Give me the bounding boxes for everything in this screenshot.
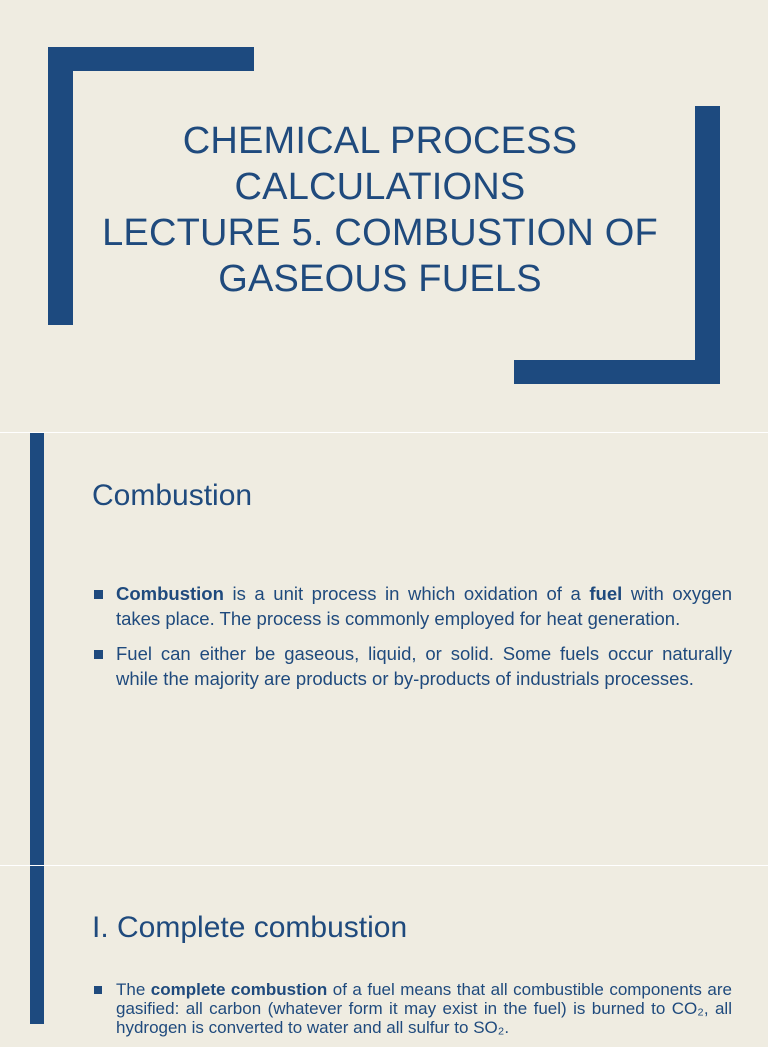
bullet-text: is a unit process in which oxidation of a [223,583,590,604]
bullet-item [92,980,732,1037]
square-bullet-icon [94,650,103,659]
bullet-text: with oxygen takes place. The process is commonly employed for heat generation. [116,583,732,629]
frame-bottom-right-horizontal [514,360,720,384]
slide-heading: I. Complete combustion [92,911,408,944]
square-bullet-icon [94,986,102,994]
bullet-text: The [116,980,151,999]
frame-top-left-horizontal [48,47,254,71]
square-bullet-icon [94,590,103,599]
bullet-item [92,641,732,691]
bullet-text: of a fuel means that all combustible components are gasified: all carbon (whatever form it may exist in the fuel) is burned to CO₂, all hydrogen is converted to water and all sulfur to SO₂. [116,980,732,1037]
bullet-list [92,980,732,1047]
presentation-title [80,118,680,302]
term-fuel: fuel [589,583,623,604]
combustion-slide [0,433,768,865]
slide-heading: Combustion [92,479,253,512]
title-line-2: CALCULATIONS [234,166,526,208]
term-combustion: Combustion [116,583,224,604]
bullet-list [92,581,732,701]
title-line-1: CHEMICAL PROCESS [182,120,578,162]
bullet-text: Fuel can either be gaseous, liquid, or solid. Some fuels occur naturally while the majority are products or by-products of industrials processes. [116,643,732,689]
frame-top-left-vertical [48,47,73,325]
frame-bottom-right-vertical [695,106,720,384]
term-complete-combustion: complete combustion [150,980,328,999]
title-line-4: GASEOUS FUELS [218,258,542,300]
slide-accent-bar [30,433,44,865]
complete-combustion-slide [0,866,768,1037]
slide-accent-bar [30,866,44,1024]
bullet-item [92,581,732,631]
title-slide [0,0,768,432]
title-line-3: LECTURE 5. COMBUSTION OF [102,212,658,254]
